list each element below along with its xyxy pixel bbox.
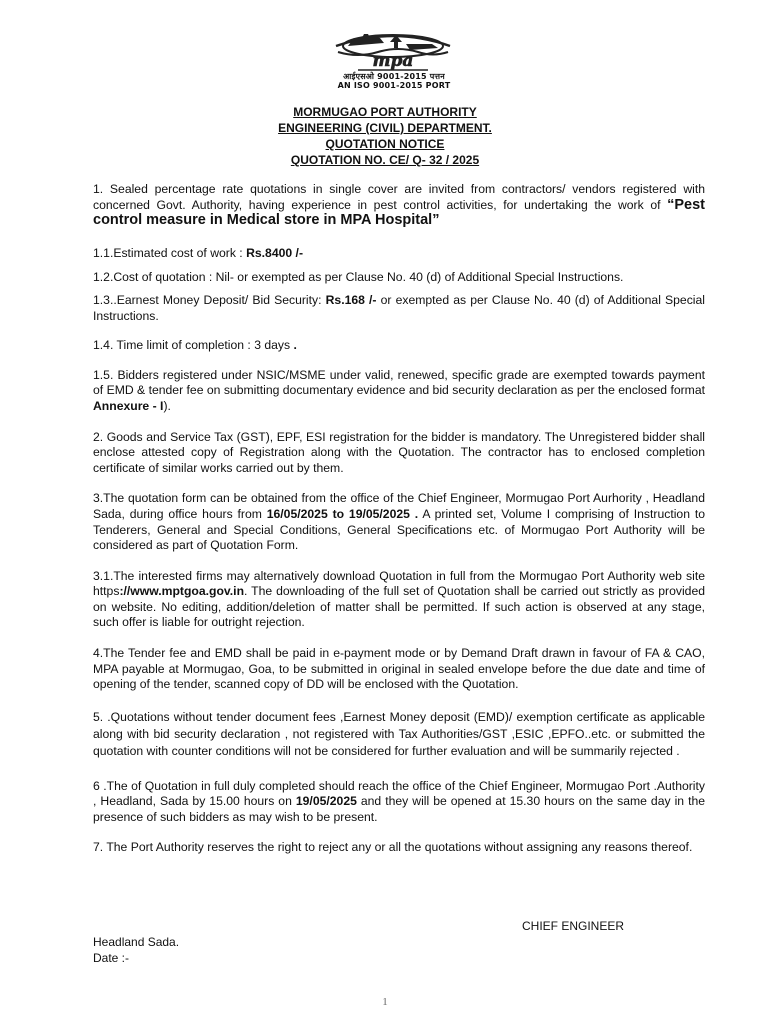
svg-text:mpa: mpa xyxy=(372,51,414,71)
paragraph-6-text-end: and they will be opened at 15.30 hours on the same day in the presence of such bidders as may wish to be present. xyxy=(93,794,706,825)
signatory-title: CHIEF ENGINEER xyxy=(522,919,625,933)
paragraph-2-text: 2. Goods and Service Tax (GST), EPF, ESI registration for the bidder is mandatory. The Unregistered bidder shall enclose attested copy of Registration along with the Quotation. The contractor has to enclosed completion certificate of similar works carried out by them. xyxy=(93,429,705,475)
footer xyxy=(93,934,179,966)
paragraph-1 xyxy=(93,182,705,229)
document-header xyxy=(0,104,770,168)
page-number: 1 xyxy=(382,996,388,1008)
document-body xyxy=(93,182,705,855)
submission-date: 19/05/2025 xyxy=(295,794,357,809)
paragraph-3-1-text-end: . The downloading of the full set of Quotation shall be carried out strictly as provided on website. No editing, addition/deletion of matter shall be permitted. If such action is observed at any stage, such offer is liable for outright rejection. xyxy=(93,584,705,630)
paragraph-4-text: 4.The Tender fee and EMD shall be paid in e-payment mode or by Demand Draft drawn in favour of FA & CAO, MPA payable at Mormugao, Goa, to be submitted in original in sealed envelope before the due date and time of opening of the tender, scanned copy of DD will be enclosed with the Quotation. xyxy=(93,646,705,692)
annexure-reference: Annexure - I xyxy=(93,398,164,413)
paragraph-7 xyxy=(93,840,705,856)
paragraph-5-text: 5. .Quotations without tender document fees ,Earnest Money deposit (EMD)/ exemption certificate as applicable along with bid security declaration , not registered with Tax Authorities/GST ,ESIC ,EPFO..etc. or submitted the quotation with counter conditions will not be considered for further evaluation and will be summarily rejected . xyxy=(93,709,705,758)
paragraph-3-1-text: 3.1.The interested firms may alternatively download Quotation in full from the Mormugao Port Authority web site https xyxy=(93,568,705,599)
paragraph-4 xyxy=(93,646,705,693)
footer-place: Headland Sada. xyxy=(93,935,180,949)
footer-date: Date :- xyxy=(93,951,130,965)
paragraph-6 xyxy=(93,779,705,826)
paragraph-7-text: 7. The Port Authority reserves the right to reject any or all the quotations without assigning any reasons thereof. xyxy=(93,839,693,854)
logo-caption xyxy=(330,72,458,90)
emd-label: 1.3..Earnest Money Deposit/ Bid Security: xyxy=(93,292,326,307)
header-quotation-number: QUOTATION NO. CE/ Q- 32 / 2025 xyxy=(290,153,480,167)
paragraph-1-3 xyxy=(93,293,705,324)
paragraph-3-1 xyxy=(93,569,705,631)
form-availability-dates: 16/05/2025 to 19/05/2025 . xyxy=(266,506,419,521)
paragraph-3 xyxy=(93,491,705,553)
paragraph-5 xyxy=(93,709,705,760)
paragraph-2 xyxy=(93,430,705,477)
website-link[interactable]: ://www.mptgoa.gov.in xyxy=(119,584,245,599)
paragraph-1-5-text: 1.5. Bidders registered under NSIC/MSME under valid, renewed, specific grade are exempted towards payment of EMD & tender fee on submitting documentary evidence and bid security declaration as per the enclosed format xyxy=(93,367,705,398)
logo-caption-english: AN ISO 9001-2015 PORT xyxy=(337,81,451,90)
time-limit-text: 1.4. Time limit of completion : 3 days xyxy=(93,338,294,353)
paragraph-3-text-end: A printed set, Volume I comprising of Instruction to Tenderers, General and Special Conditions, General Specifications etc. of Mormugao Port Authority will be considered as part of Quotation Form. xyxy=(93,506,705,553)
paragraph-1-4 xyxy=(93,338,705,354)
header-authority: MORMUGAO PORT AUTHORITY xyxy=(293,105,477,119)
paragraph-1-text: 1. Sealed percentage rate quotations in single cover are invited from contractors/ vendors registered with concerned Govt. Authority, having experience in pest control activities, for undertaking the work of xyxy=(93,182,705,212)
paragraph-1-5 xyxy=(93,368,705,415)
emd-rest: or exempted as per Clause No. 40 (d) of Additional Special Instructions. xyxy=(93,292,705,323)
paragraph-1-2 xyxy=(93,270,705,286)
paragraph-3-text: 3.The quotation form can be obtained from the office of the Chief Engineer, Mormugao Port Aurhority , Headland Sada, during office hours from xyxy=(93,491,705,521)
paragraph-6-text: 6 .The of Quotation in full duly completed should reach the office of the Chief Engineer, Mormugao Port .Authority , Headland, Sada by 15.00 hours on xyxy=(93,778,705,809)
emd-value: Rs.168 /- xyxy=(325,292,377,307)
estimated-cost-label: 1.1.Estimated cost of work : xyxy=(93,245,247,260)
estimated-cost-value: Rs.8400 /- xyxy=(246,245,304,260)
header-department: ENGINEERING (CIVIL) DEPARTMENT. xyxy=(278,121,492,135)
paragraph-1-1 xyxy=(93,246,705,262)
quotation-cost-text: 1.2.Cost of quotation : Nil- or exempted as per Clause No. 40 (d) of Additional Special Instructions. xyxy=(93,270,624,285)
logo-caption-hindi: आईएसओ 9001-2015 पत्तन xyxy=(343,72,445,81)
paragraph-1-5-end: ). xyxy=(163,398,171,413)
time-limit-dot: . xyxy=(293,338,297,353)
header-notice-title: QUOTATION NOTICE xyxy=(325,137,445,151)
work-title: “Pest control measure in Medical store in MPA Hospital” xyxy=(93,196,705,229)
